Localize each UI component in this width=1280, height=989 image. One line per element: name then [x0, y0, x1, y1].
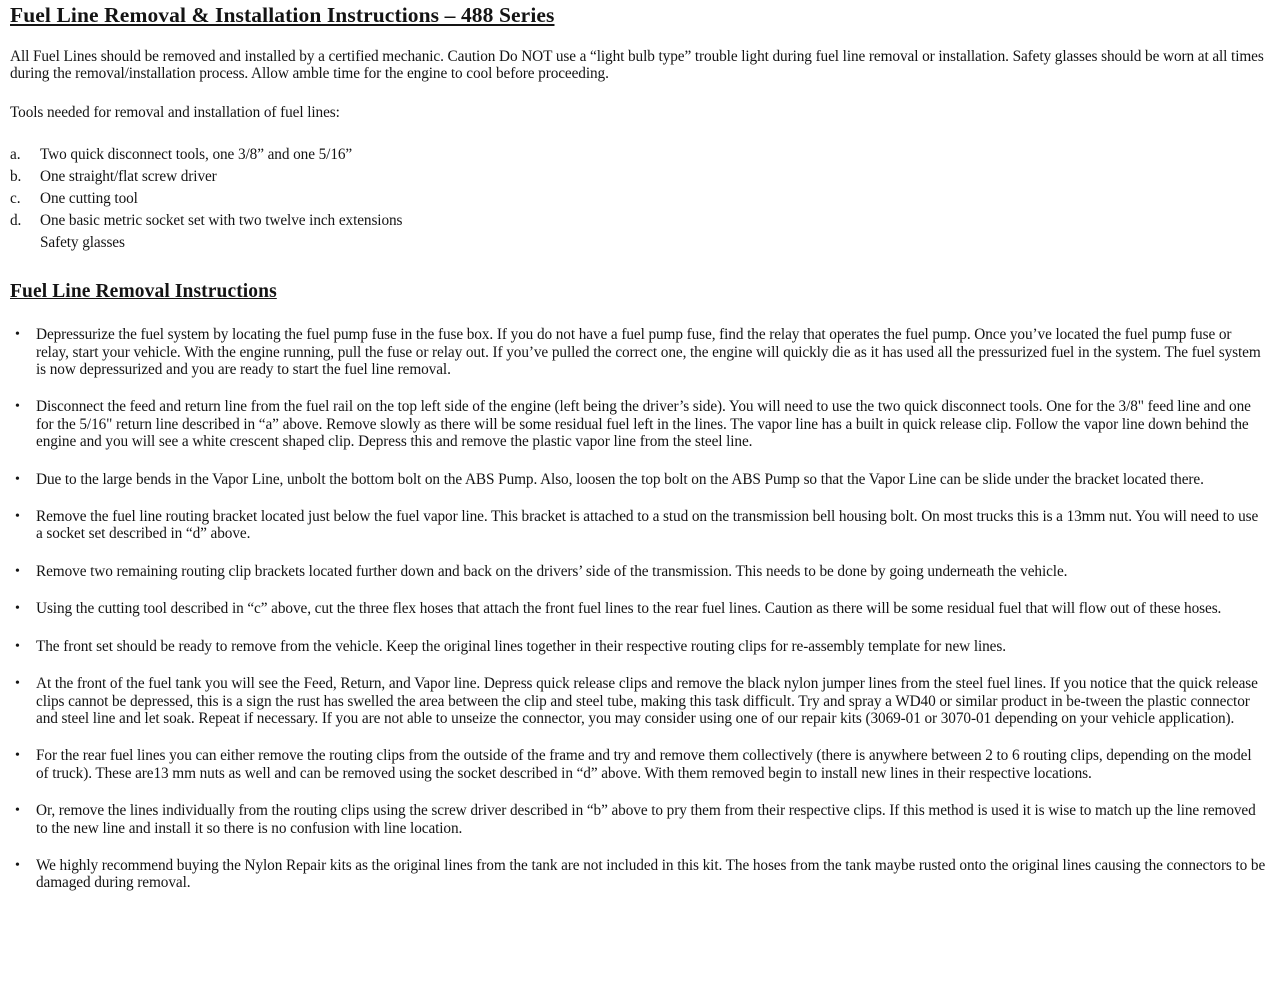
bullet-icon: •: [15, 563, 20, 579]
bullet-icon: •: [15, 803, 20, 819]
step-text: Disconnect the feed and return line from the fuel rail on the top left side of the engine (left being the driver’s side). You will need to use the two quick disconnect tools. One for the 3/8" feed line and one for the 5/16" return line described in “a” above. Remove slowly as there will be some residual fuel left in the lines. The vapor line has a built in quick release clip. Follow the vapor line down behind the engine and you will see a white crescent shaped clip. Depress this and remove the plastic vapor line from the steel line.: [36, 398, 1251, 451]
tool-text: One cutting tool: [40, 190, 138, 208]
removal-step: [10, 747, 1266, 782]
bullet-icon: •: [15, 509, 20, 525]
step-text: We highly recommend buying the Nylon Repair kits as the original lines from the tank are not included in this kit. The hoses from the tank maybe rusted onto the original lines causing the connectors to be damaged during removal.: [36, 856, 1266, 892]
step-text: Due to the large bends in the Vapor Line, unbolt the bottom bolt on the ABS Pump. Also, loosen the top bolt on the ABS Pump so that the Vapor Line can be slide under the bracket located there.: [36, 470, 1204, 488]
removal-section-heading: Fuel Line Removal Instructions: [10, 281, 277, 303]
tools-list: [10, 144, 1266, 254]
tool-letter: a.: [10, 146, 21, 164]
removal-step: [10, 802, 1266, 837]
removal-step: [10, 675, 1266, 727]
removal-step: [10, 471, 1266, 488]
tool-item: [10, 166, 1266, 188]
tool-text: Two quick disconnect tools, one 3/8” and one 5/16”: [40, 146, 353, 164]
removal-step: [10, 563, 1266, 580]
tool-text: One basic metric socket set with two twelve inch extensions: [40, 212, 403, 230]
tool-letter: [10, 232, 40, 254]
step-text: Using the cutting tool described in “c” above, cut the three flex hoses that attach the front fuel lines to the rear fuel lines. Caution as there will be some residual fuel that will flow out of these hoses.: [36, 600, 1222, 618]
bullet-icon: •: [15, 471, 20, 487]
removal-step: [10, 398, 1266, 450]
removal-step: [10, 508, 1266, 543]
tool-letter: d.: [10, 212, 22, 230]
bullet-icon: •: [15, 327, 20, 343]
intro-paragraph: All Fuel Lines should be removed and installed by a certified mechanic. Caution Do NOT use a “light bulb type” trouble light during fuel line removal or installation. Safety glasses should be worn at all times during the removal/installation process. Allow amble time for the engine to cool before proceeding.: [10, 48, 1264, 83]
bullet-icon: •: [15, 857, 20, 873]
removal-step: [10, 326, 1266, 378]
bullet-icon: •: [15, 399, 20, 415]
step-text: For the rear fuel lines you can either remove the routing clips from the outside of the frame and try and remove them collectively (there is anywhere between 2 to 6 routing clips, depending on the model of truck). These are13 mm nuts as well and can be removed using the socket described in “d” above. With them removed begin to install new lines in their respective locations.: [36, 747, 1252, 782]
bullet-icon: •: [15, 638, 20, 654]
bullet-icon: •: [15, 601, 20, 617]
removal-step: [10, 638, 1266, 655]
step-text: The front set should be ready to remove from the vehicle. Keep the original lines together in their respective routing clips for re-assembly template for new lines.: [36, 637, 1006, 655]
tools-heading: Tools needed for removal and installation of fuel lines:: [10, 103, 340, 121]
step-text: At the front of the fuel tank you will see the Feed, Return, and Vapor line. Depress quick release clips and remove the black nylon jumper lines from the steel fuel lines. If you notice that the quick release clips cannot be depressed, this is a sign the rust has swelled the area between the clip and steel tube, making this task difficult. Try and spray a WD40 or similar product in be-tween the plastic connector and steel line and let soak. Repeat if necessary. If you are not able to unseize the connector, you may consider using one of our repair kits (3069-01 or 3070-01 depending on your vehicle application).: [36, 675, 1258, 727]
tool-item: [10, 144, 1266, 166]
removal-step: [10, 857, 1266, 892]
tool-item: [10, 188, 1266, 210]
tool-text: One straight/flat screw driver: [40, 168, 217, 186]
document-title: Fuel Line Removal & Installation Instructions – 488 Series: [10, 3, 555, 27]
removal-steps-list: [10, 326, 1266, 892]
tool-item: [10, 232, 1266, 254]
tool-letter: c.: [10, 190, 21, 208]
step-text: Depressurize the fuel system by locating the fuel pump fuse in the fuse box. If you do not have a fuel pump fuse, find the relay that operates the fuel pump. Once you’ve located the fuel pump fuse or relay, start your vehicle. With the engine running, pull the fuse or relay out. If you’ve pulled the correct one, the engine will quickly die as it has used all the pressurized fuel in the system. The fuel system is now depressurized and you are ready to start the fuel line removal.: [36, 326, 1261, 379]
removal-step: [10, 600, 1266, 617]
tool-letter: b.: [10, 168, 22, 186]
bullet-icon: •: [15, 748, 20, 764]
step-text: Remove two remaining routing clip brackets located further down and back on the drivers’ side of the transmission. This needs to be done by going underneath the vehicle.: [36, 562, 1068, 580]
step-text: Or, remove the lines individually from the routing clips using the screw driver described in “b” above to pry them from their respective clips. If this method is used it is wise to match up the line removed to the new line and install it so there is no confusion with line location.: [36, 802, 1256, 837]
step-text: Remove the fuel line routing bracket located just below the fuel vapor line. This bracket is attached to a stud on the transmission bell housing bolt. On most trucks this is a 13mm nut. You will need to use a socket set described in “d” above.: [36, 508, 1259, 543]
tool-item: [10, 210, 1266, 232]
tool-text: Safety glasses: [40, 234, 125, 252]
bullet-icon: •: [15, 676, 20, 692]
